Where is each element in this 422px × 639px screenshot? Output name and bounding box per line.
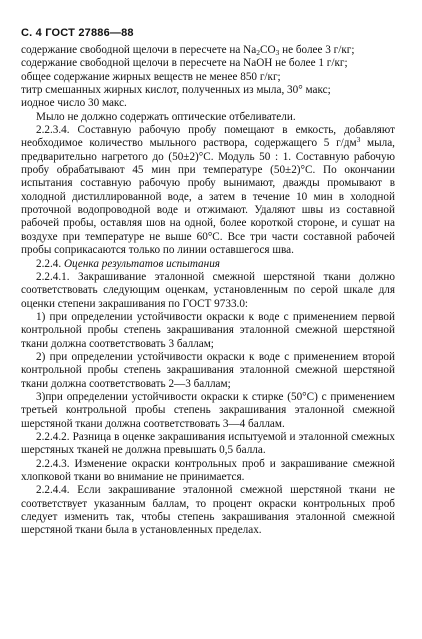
document-body [21, 44, 395, 538]
list-item-3: 3)при определении устойчивости окраски к стирке (50°С) с применением третьей контрольной пробы степень закрашивания эталонной смежной шерстяной ткани должна соответствовать 3—4 баллам. [21, 390, 395, 430]
list-item-2: 2) при определении устойчивости окраски к воде с применением второй контрольной пробы степень закрашивания эталонной смежной шерстяной ткани должна соответствовать 2—3 баллам; [21, 350, 395, 390]
text-run: 2.2.3.4. Составную рабочую пробу помещают в емкость, добавляют необходимое количество мыльного раствора, содержащего 5 г/дм [21, 124, 395, 150]
paragraph-iodine: иодное число 30 макс. [21, 97, 127, 110]
section-title: Оценка результатов испытания [63, 257, 220, 270]
paragraph-fat-content: общее содержание жирных веществ не менее 850 г/кг; [21, 70, 281, 83]
paragraph-titer: титр смешанных жирных кислот, полученных из мыла, 30° макс; [21, 84, 331, 97]
subscript: 2 [256, 48, 260, 57]
superscript: 3 [356, 135, 361, 145]
paragraph-2-2-4-4: 2.2.4.4. Если закрашивание эталонной смежной шерстяной ткани не соответствует указанным баллам, то процент окраски контрольных проб следует изменить так, чтобы степень закрашивания эталонной смежной шерстяной ткани была в установленных пределах. [21, 484, 395, 537]
paragraph-alkali-naoh: содержание свободной щелочи в пересчете на NaOH не более 1 г/кг; [21, 57, 348, 70]
text-run: CO [259, 44, 276, 56]
paragraph-2-2-4-1: 2.2.4.1. Закрашивание эталонной смежной шерстяной ткани должно соответствовать следующим оценкам, установленным по серой шкале для оценки степени закрашивания по ГОСТ 9733.0: [21, 270, 395, 310]
paragraph-alkali-na2co3 [21, 44, 395, 57]
text-run: не более 3 г/кг; [279, 44, 355, 56]
paragraph-2-2-4-3: 2.2.4.3. Изменение окраски контрольных проб и закрашивание смежной хлопковой ткани во внимание не принимается. [21, 457, 395, 483]
section-number: 2.2.4. [36, 257, 64, 270]
paragraph-2-2-3-4 [21, 124, 395, 257]
paragraph-2-2-4-2: 2.2.4.2. Разница в оценке закрашивания испытуемой и эталонной смежных шерстяных тканей не должна превышать 0,5 балла. [21, 430, 395, 457]
list-item-1: 1) при определении устойчивости окраски к воде с применением первой контрольной пробы степень закрашивания эталонной смежной шерстяной ткани должна соответствовать 3 баллам; [21, 310, 395, 350]
section-heading-2-2-4 [21, 258, 395, 271]
page-header: С. 4 ГОСТ 27886—88 [21, 27, 134, 39]
subscript: 3 [275, 48, 280, 57]
paragraph-no-brighteners: Мыло не должно содержать оптические отбеливатели. [36, 110, 296, 123]
text-run: мыла, предварительно нагретого до (50±2)°С. Модуль 50 : 1. Составную рабочую пробу обрабатывают 45 мин при температуре (50±2)°С. По окончании испытания составную рабочую пробу вынимают, дважды промывают в холодной дистиллированной воде, а затем в течение 10 мин в холодной проточной водопроводной воде и отжимают. Удаляют швы из составной рабочей пробы, оставляя шов на одной, более короткой стороне, и сушат на воздухе при температуре не выше 60°С. Все три части составной рабочей пробы соприкасаются только по линии оставшегося шва. [21, 137, 395, 257]
text-run: содержание свободной щелочи в пересчете на Na [21, 44, 257, 56]
